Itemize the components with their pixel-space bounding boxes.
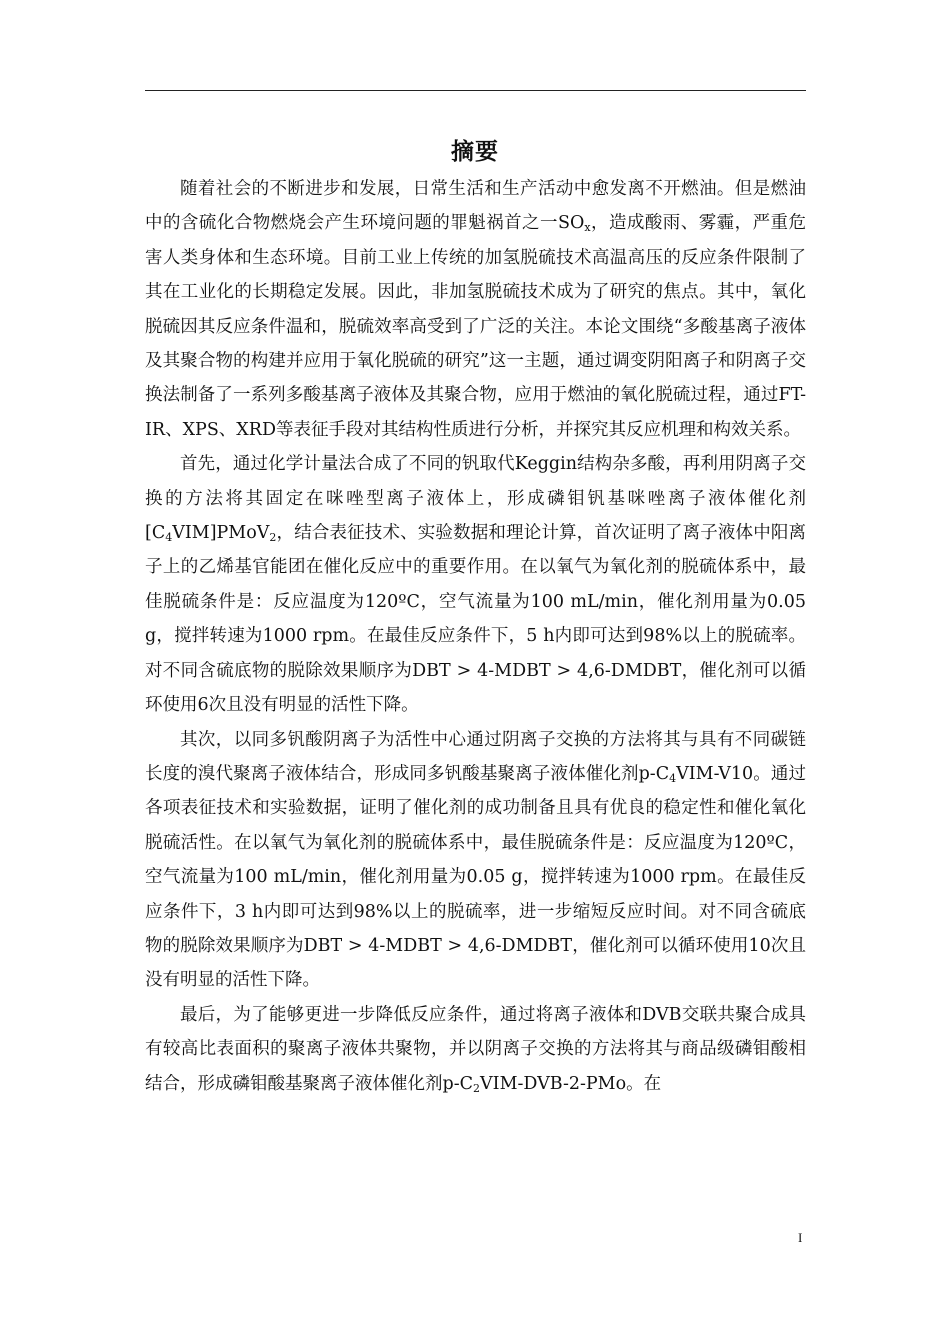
text-run: 其次，以同多钒酸阴离子为活性中心通过阴离子交换的方法将其与具有不同碳链长度的溴代聚离子液体结合，形成同多钒酸基聚离子液体催化剂p-C (145, 729, 806, 784)
text-run: VIM-DVB-2-PMo。在 (480, 1073, 662, 1094)
text-run: 最后，为了能够更进一步降低反应条件，通过将离子液体和DVB交联共聚合成具有较高比表面积的聚离子液体共聚物，并以阴离子交换的方法将其与商品级磷钼酸相结合，形成磷钼酸基聚离子液体催化剂p-C (145, 1004, 806, 1094)
text-run: 随着社会的不断进步和发展，日常生活和生产活动中愈发离不开燃油。但是燃油中的含硫化合物燃烧会产生环境问题的罪魁祸首之一SO (145, 179, 806, 234)
page-number: I (798, 1230, 803, 1245)
abstract-paragraph-3 (145, 723, 806, 998)
page-title: 摘要 (451, 139, 499, 165)
text-run: ，结合表征技术、实验数据和理论计算，首次证明了离子液体中阳离子上的乙烯基官能团在催化反应中的重要作用。在以氧气为氧化剂的脱硫体系中，最佳脱硫条件是：反应温度为120ºC，空气流量为100 mL/min，催化剂用量为0.05 g，搅拌转速为1000 rpm。在最佳反应条件下，5 h内即可达到98%以上的脱硫率。对不同含硫底物的脱除效果顺序为DBT > 4-MDBT > 4,6-DMDBT，催化剂可以循环使用6次且没有明显的活性下降。 (145, 523, 806, 716)
abstract-paragraph-2 (145, 447, 806, 722)
abstract-body (145, 172, 806, 1101)
text-run: 首先，通过化学计量法合成了不同的钒取代Keggin结构杂多酸，再利用阴离子交换的方法将其固定在咪唑型离子液体上，形成磷钼钒基咪唑离子液体催化剂[C (145, 454, 806, 544)
abstract-paragraph-4 (145, 998, 806, 1101)
subscript: 4 (669, 771, 677, 785)
subscript: 4 (165, 531, 173, 545)
abstract-paragraph-1 (145, 172, 806, 447)
text-run: ，造成酸雨、雾霾，严重危害人类身体和生态环境。目前工业上传统的加氢脱硫技术高温高压的反应条件限制了其在工业化的长期稳定发展。因此，非加氢脱硫技术成为了研究的焦点。其中，氧化脱硫因其反应条件温和，脱硫效率高受到了广泛的关注。本论文围绕“多酸基离子液体及其聚合物的构建并应用于氧化脱硫的研究”这一主题，通过调变阴阳离子和阴离子交换法制备了一系列多酸基离子液体及其聚合物，应用于燃油的氧化脱硫过程，通过FT-IR、XPS、XRD等表征手段对其结构性质进行分析，并探究其反应机理和构效关系。 (145, 213, 806, 440)
text-run: VIM]PMoV (172, 523, 270, 544)
subscript: 2 (269, 531, 277, 545)
subscript: 2 (473, 1081, 481, 1095)
text-run: VIM-V10。通过各项表征技术和实验数据，证明了催化剂的成功制备且具有优良的稳定性和催化氧化脱硫活性。在以氧气为氧化剂的脱硫体系中，最佳脱硫条件是：反应温度为120ºC，空气流量为100 mL/min，催化剂用量为0.05 g，搅拌转速为1000 rpm。在最佳反应条件下，3 h内即可达到98%以上的脱硫率，进一步缩短反应时间。对不同含硫底物的脱除效果顺序为DBT > 4-MDBT > 4,6-DMDBT，催化剂可以循环使用10次且没有明显的活性下降。 (145, 763, 806, 991)
subscript: x (584, 221, 591, 235)
header-rule (145, 90, 806, 91)
